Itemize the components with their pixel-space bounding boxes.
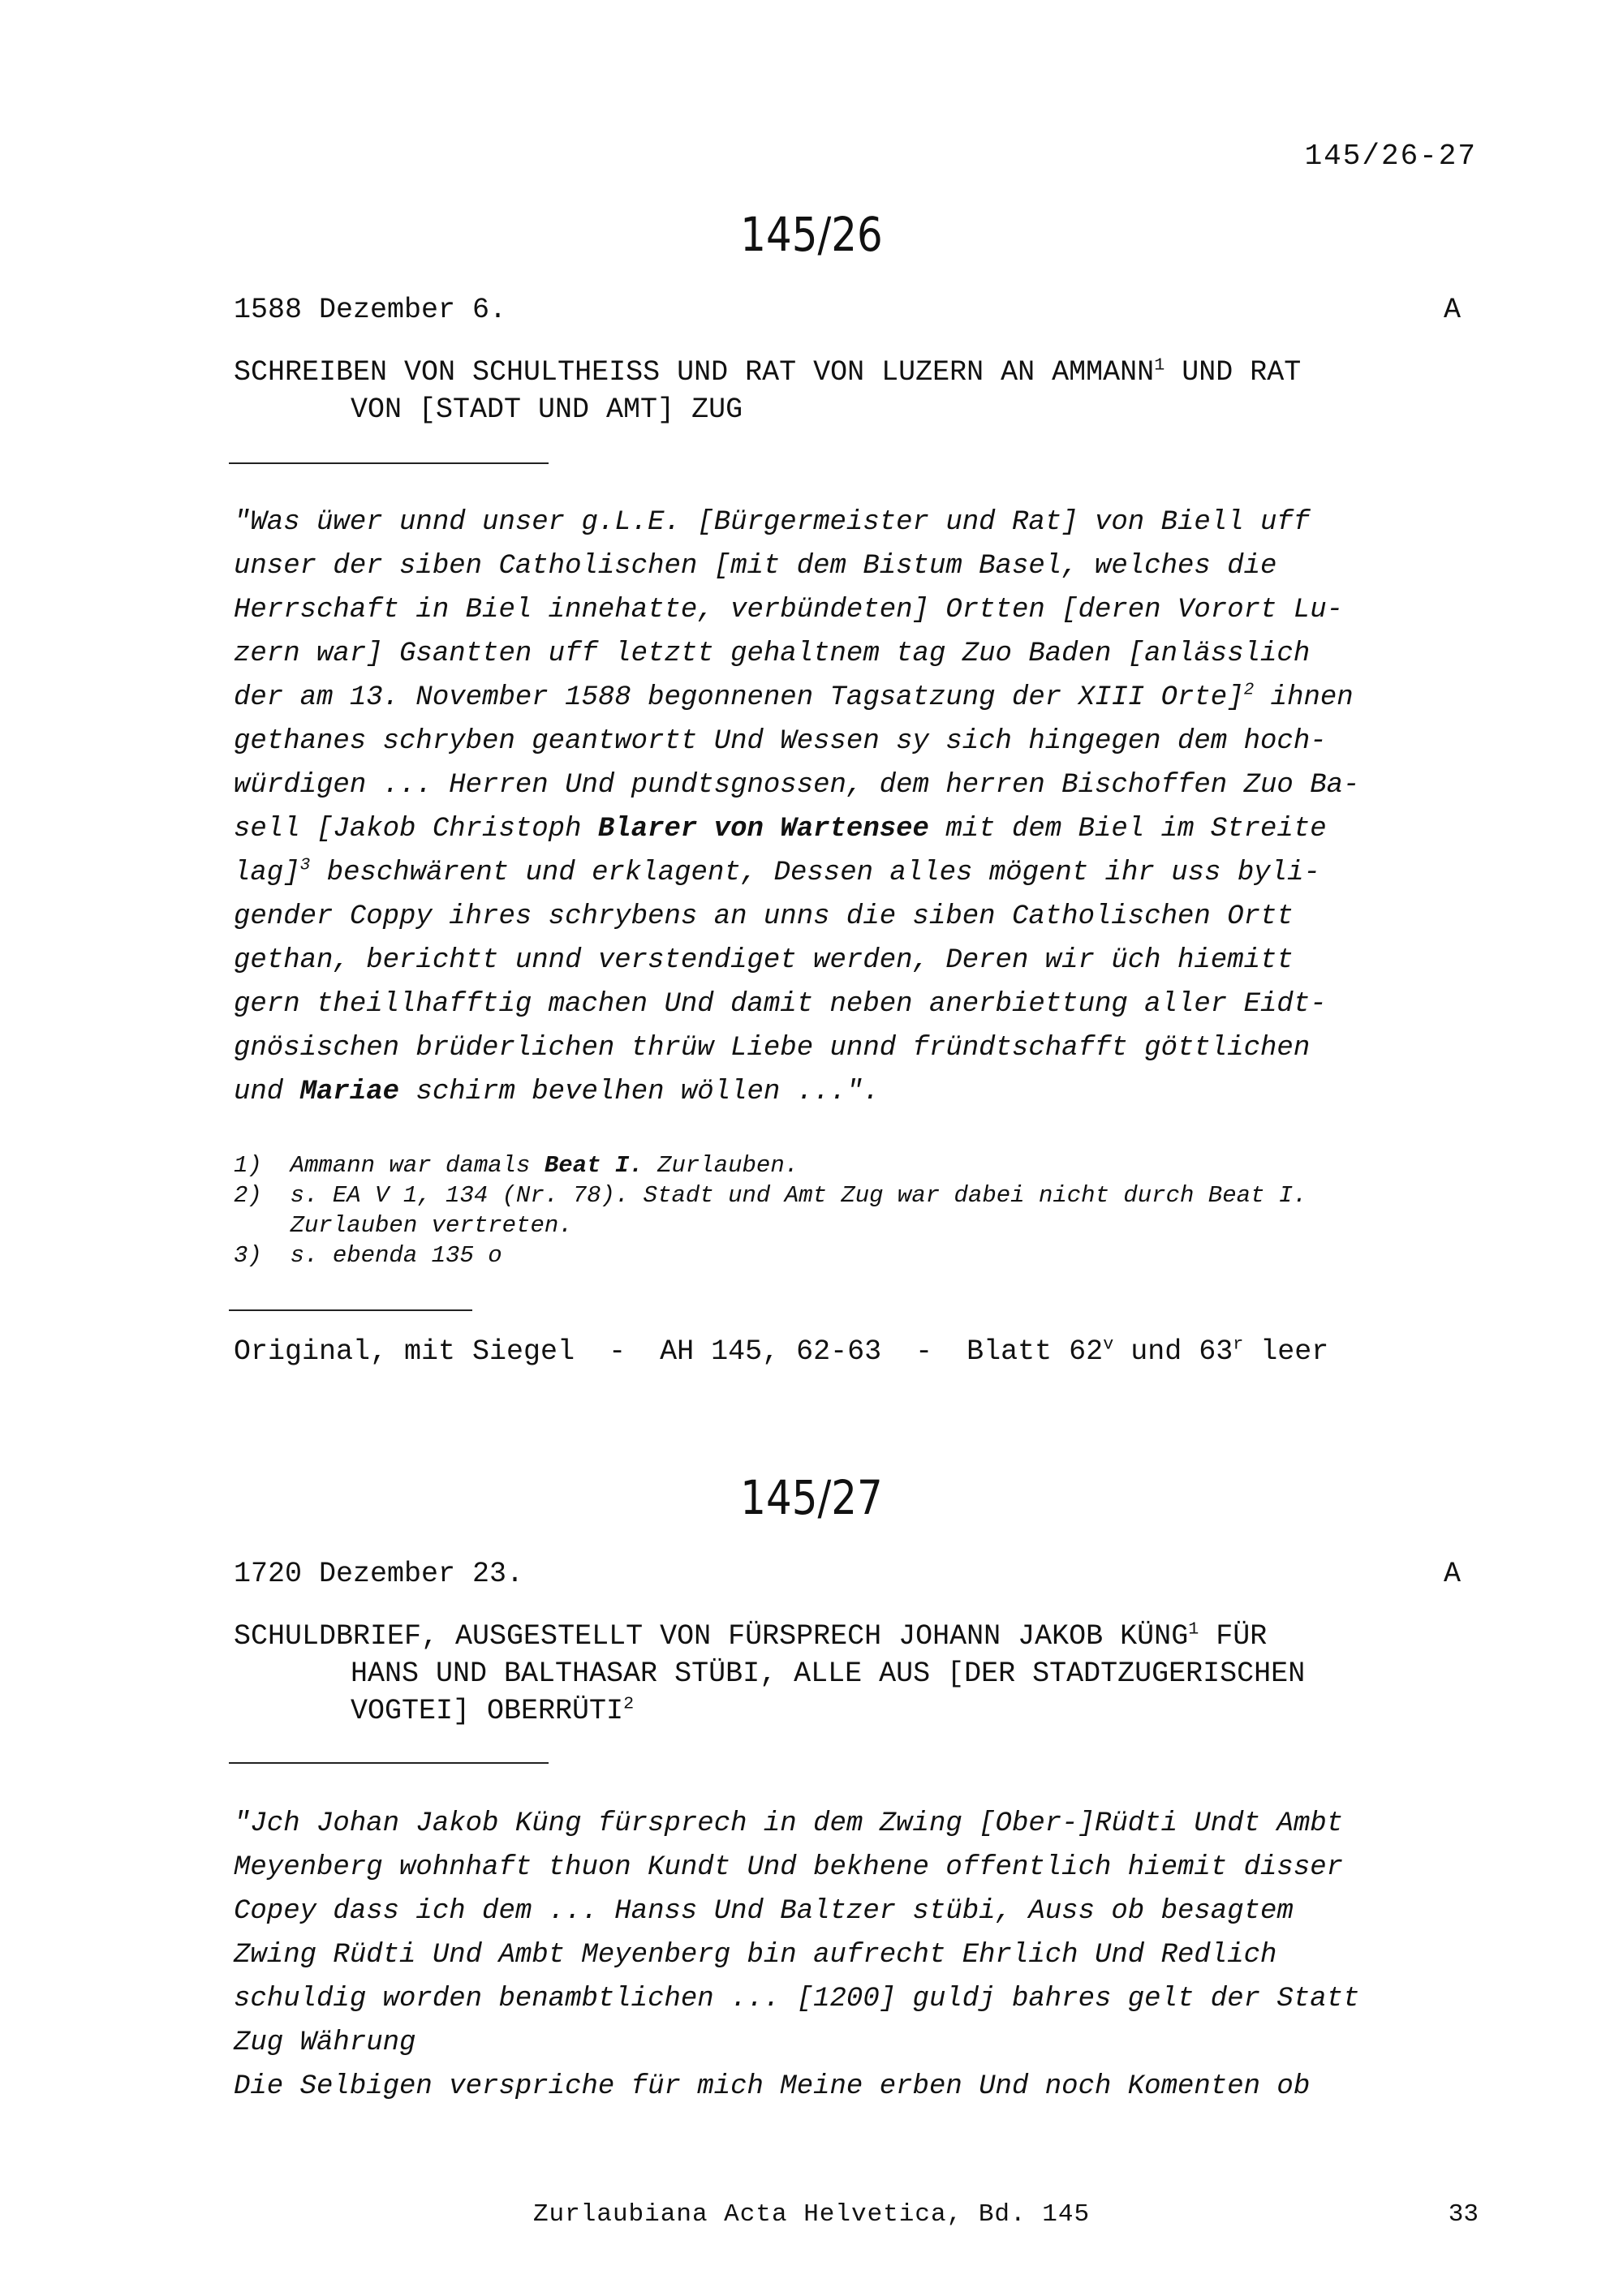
page-number: 33: [1448, 2200, 1479, 2229]
body-line: ihnen: [1254, 682, 1354, 713]
body-line: Herrschaft in Biel innehatte, verbündeten] Ortten [deren Vorort Lu-: [234, 595, 1344, 626]
footnote: Zurlauben vertreten.: [234, 1212, 573, 1239]
heading-line: SCHREIBEN VON SCHULTHEISS UND RAT VON LUZERN AN AMMANN: [234, 356, 1155, 389]
body-line: Die Selbigen verspriche für mich Meine erben Und noch Komenten ob: [234, 2071, 1311, 2102]
footnote-marker: 1: [1188, 1619, 1199, 1640]
source-text: leer: [1243, 1335, 1329, 1368]
separator-rule: [229, 1309, 472, 1311]
entry-number: 145/27: [740, 1470, 883, 1525]
heading-line-end: UND RAT: [1165, 356, 1302, 389]
body-line: gern theillhafftig machen Und damit neben anerbiettung aller Eidt-: [234, 989, 1327, 1020]
entry-date: 1588 Dezember 6.: [234, 294, 507, 326]
heading-text: VOGTEI] OBERRÜTI: [351, 1695, 624, 1727]
source-text: und 63: [1113, 1335, 1233, 1368]
emphasized-name: Mariae: [299, 1077, 400, 1107]
entry-number: 145/26: [740, 207, 883, 262]
body-line: Copey dass ich dem ... Hanss Und Baltzer stübi, Auss ob besagtem: [234, 1896, 1294, 1927]
entry-grade: A: [1443, 1558, 1461, 1590]
footnotes: [234, 1150, 1516, 1271]
body-line: Meyenberg wohnhaft thuon Kundt Und bekhene offentlich hiemit disser: [234, 1852, 1344, 1883]
footnote: Zurlauben.: [643, 1152, 799, 1179]
folio-side: r: [1233, 1334, 1244, 1355]
heading-line-end: FÜR: [1199, 1620, 1268, 1653]
body-line: schirm bevelhen wöllen ...".: [399, 1077, 880, 1107]
body-line: beschwärent und erklagent, Dessen alles mögent ihr uss byli-: [310, 858, 1320, 888]
running-head: 145/26-27: [1304, 140, 1477, 173]
emphasized-name: Blarer von Wartensee: [597, 814, 929, 845]
entry-body: [234, 1802, 1516, 2109]
entry-date-line: [234, 294, 1477, 326]
heading-line: VON [STADT UND AMT] ZUG: [351, 393, 743, 426]
footnote-marker: 2: [1243, 680, 1255, 700]
heading-line: [234, 1692, 1500, 1730]
emphasized-name: Beat I.: [544, 1152, 644, 1179]
heading-line: HANS UND BALTHASAR STÜBI, ALLE AUS [DER STADTZUGERISCHEN: [351, 1658, 1306, 1690]
footnote-marker: 3: [299, 855, 311, 875]
body-line: würdigen ... Herren Und pundtsgnossen, dem herren Bischoffen Zuo Ba-: [234, 770, 1360, 801]
entry-date-line: [234, 1558, 1477, 1590]
body-line: schuldig worden benambtlichen ... [1200] guldj bahres gelt der Statt: [234, 1984, 1360, 2014]
entry-body: [234, 501, 1516, 1114]
body-line: sell [Jakob Christoph: [234, 814, 598, 845]
footnote-marker: 1: [1154, 355, 1165, 376]
body-line: zern war] Gsantten uff letztt gehaltnem tag Zuo Baden [anlässlich: [234, 638, 1311, 669]
separator-rule: [229, 462, 549, 464]
body-line: unser der siben Catholischen [mit dem Bistum Basel, welches die: [234, 551, 1277, 582]
body-line: Zug Währung: [234, 2027, 416, 2058]
body-line: gnösischen brüderlichen thrüw Liebe unnd fründtschafft göttlichen: [234, 1033, 1311, 1064]
body-line: der am 13. November 1588 begonnenen Tagsatzung der XIII Orte]: [234, 682, 1244, 713]
body-line: gender Coppy ihres schrybens an unns die siben Catholischen Ortt: [234, 901, 1294, 932]
entry-heading: [234, 354, 1500, 428]
body-line: gethanes schryben geantwortt Und Wessen sy sich hingegen dem hoch-: [234, 726, 1327, 757]
body-line: "Jch Johan Jakob Küng fürsprech in dem Zwing [Ober-]Rüdti Undt Ambt: [234, 1808, 1344, 1839]
body-line: "Was üwer unnd unser g.L.E. [Bürgermeister und Rat] von Biell uff: [234, 507, 1311, 538]
source-line: [234, 1335, 1516, 1368]
footnote: 3) s. ebenda 135 o: [234, 1242, 502, 1269]
source-text: Original, mit Siegel - AH 145, 62-63 - Blatt 62: [234, 1335, 1104, 1368]
heading-line: SCHULDBRIEF, AUSGESTELLT VON FÜRSPRECH JOHANN JAKOB KÜNG: [234, 1620, 1189, 1653]
publication-title: Zurlaubiana Acta Helvetica, Bd. 145: [532, 2200, 1091, 2229]
entry-date: 1720 Dezember 23.: [234, 1558, 524, 1590]
body-line: lag]: [234, 858, 300, 888]
footnote-marker: 2: [623, 1693, 635, 1714]
footnote: 1) Ammann war damals: [234, 1152, 545, 1179]
body-line: mit dem Biel im Streite: [928, 814, 1327, 845]
footnote: 2) s. EA V 1, 134 (Nr. 78). Stadt und Amt Zug war dabei nicht durch Beat I.: [234, 1182, 1307, 1209]
folio-side: v: [1103, 1334, 1114, 1355]
entry-grade: A: [1443, 294, 1461, 326]
body-line: und: [234, 1077, 300, 1107]
body-line: gethan, berichtt unnd verstendiget werden, Deren wir üch hiemitt: [234, 945, 1294, 976]
entry-heading: [234, 1618, 1500, 1730]
body-line: Zwing Rüdti Und Ambt Meyenberg bin aufrecht Ehrlich Und Redlich: [234, 1940, 1277, 1971]
separator-rule: [229, 1762, 549, 1764]
